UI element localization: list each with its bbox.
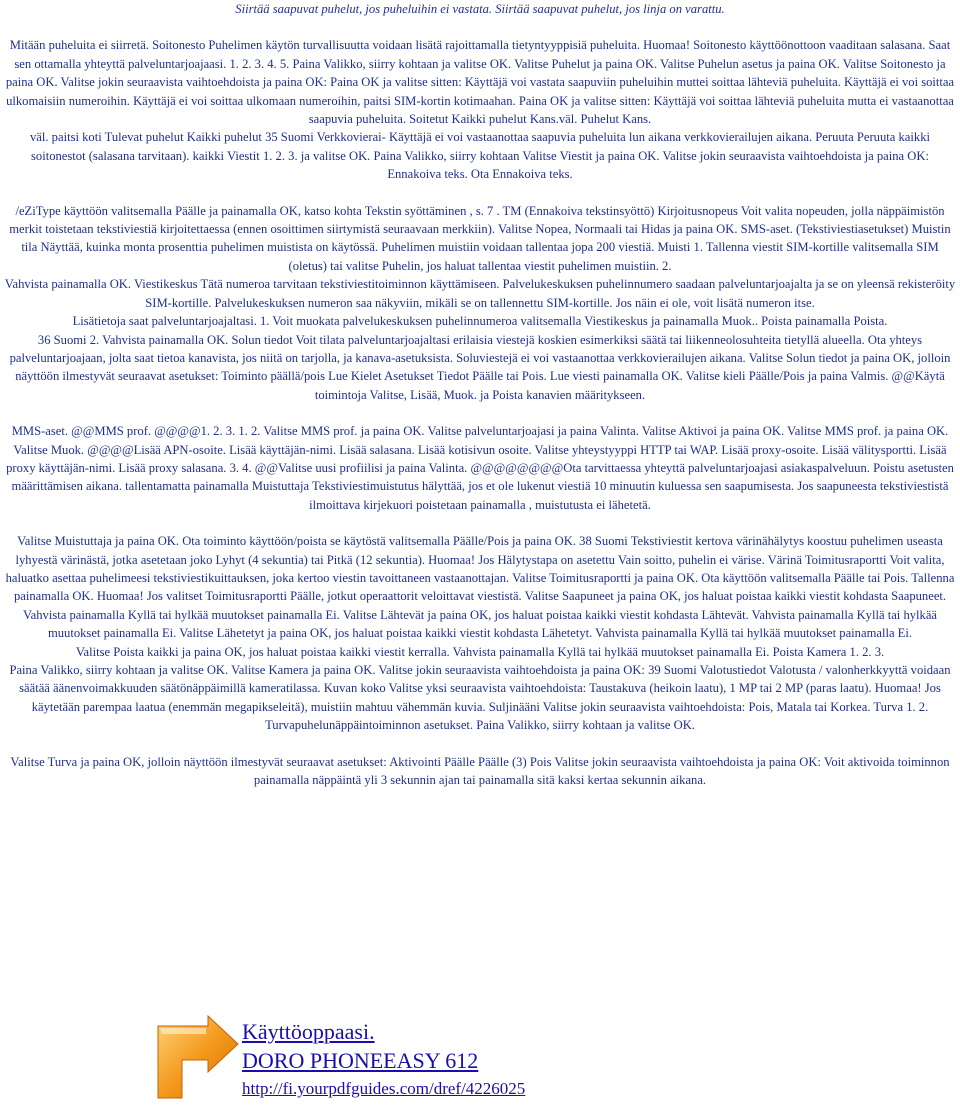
spacer (4, 184, 956, 202)
footer (152, 1014, 672, 1110)
paragraph-text-input-sms-settings: /eZiType käyttöön valitsemalla Päälle ja painamalla OK, katso kohta Tekstin syöttäminen , s. 7 . TM (Ennakoiva tekstinsyöttö) Kirjoitusnopeus Voit valita nopeuden, jolla näppäimistön merkit toistetaan tekstiviestiä kirjoitettaessa (ennen osoittimen siirtymistä seuraavaan merkkiin). Valitse Nopea, Normaali tai Hidas ja paina OK. SMS-aset. (Tekstiviestiasetukset) Muistin tila Näyttää, kuinka monta prosenttia puhelimen muistista on käytössä. Puhelimen muistiin voidaan tallentaa jopa 200 viestiä. Muisti 1. Tallenna viestit SIM-kortille valitsemalla SIM (oletus) tai valitse Puhelin, jos haluat tallentaa viestit puhelimen muistiin. 2. (9, 203, 951, 273)
paragraph-message-centre: Vahvista painamalla OK. Viestikeskus Tätä numeroa tarvitaan tekstiviestitoiminnon käyttämiseen. Palvelukeskuksen puhelinnumero saadaan palveluntarjoajalta ja se on yleensä rekisteröity SIM-kortille. Palvelukeskuksen numeron saa näkyviin, mikäli se on tallennettu SIM-kortille. Jos näin ei ole, voit lisätä numeron itse. (4, 277, 956, 310)
paragraph-service-provider-info: Lisätietoja saat palveluntarjoajaltasi. 1. Voit muokata palvelukeskuksen puhelinnumeroa valitsemalla Viestikeskus ja painamalla Muok.. Poista painamalla Poista. (72, 314, 888, 329)
spacer (4, 514, 956, 532)
guide-url-link[interactable]: http://fi.yourpdfguides.com/dref/4226025 (242, 1079, 526, 1098)
user-guide-link[interactable]: Käyttöoppaasi. (242, 1019, 375, 1044)
product-link[interactable]: DORO PHONEEASY 612 (242, 1048, 479, 1073)
document-body (4, 0, 956, 789)
paragraph-reminder-delivery-report: Valitse Muistuttaja ja paina OK. Ota toiminto käyttöön/poista se käytöstä valitsemalla Päälle/Pois ja paina OK. 38 Suomi Tekstiviestit kertova värinähälytys koostuu puhelimen useasta lyhyestä värinästä, jotka asetetaan joko Lyhyt (4 sekuntia) tai Pitkä (12 sekuntia). Huomaa! Jos Hälytystapa on asetettu Vain soitto, puhelin ei värise. Värinä Toimitusraportti Voit valita, haluatko asettaa puhelimeesi tekstiviestikuittauksen, joka kertoo viestin tavoittaneen vastaanottajan. Valitse Toimitusraportti ja paina OK. Ota käyttöön valitsemalla Päälle tai Pois. Tallenna painamalla OK. Huomaa! Jos valitset Toimitusraportti Päälle, jotkut operaattorit veloittavat viestistä. Valitse Saapuneet ja paina OK, jos haluat poistaa kaikki viestit kohdasta Saapuneet. Vahvista painamalla Kyllä tai hylkää muutokset painamalla Ei. Valitse Lähtevät ja paina OK, jos haluat poistaa kaikki viestit kohdasta Lähtevät. Vahvista painamalla Kyllä tai hylkää muutokset painamalla Ei. Valitse Lähetetyt ja paina OK, jos haluat poistaa kaikki viestit kohdasta Lähetetyt. Vahvista painamalla Kyllä tai hylkää muutokset painamalla Ei. (5, 534, 955, 641)
spacer (4, 404, 956, 422)
spacer (4, 18, 956, 36)
paragraph-call-barring: Mitään puheluita ei siirretä. Soitonesto Puhelimen käytön turvallisuutta voidaan lisätä rajoittamalla tietyntyyppisiä puheluita. Huomaa! Soitonesto käyttöönottoon vaaditaan salasana. Saat sen ottamalla yhteyttä palveluntarjoajaasi. 1. 2. 3. 4. 5. Paina Valikko, siirry kohtaan ja valitse OK. Valitse Puhelut ja paina OK. Valitse Puhelun asetus ja paina OK. Valitse Soitonesto ja paina OK. Valitse jokin seuraavista vaihtoehdoista ja paina OK: Paina OK ja valitse sitten: Käyttäjä voi vastata saapuviin puheluihin muttei soittaa lähteviä puheluita. Käyttäjä ei voi soittaa ulkomaisiin numeroihin. Käyttäjä ei voi soittaa ulkomaan numeroihin, paitsi SIM-kortin kotimaahan. Paina OK ja valitse sitten: Käyttäjä voi soittaa lähteviä puheluita mutta ei vastaanottaa saapuvia puheluita. Soitetut Kaikki puhelut Kans.väl. Puhelut Kans. (5, 38, 955, 127)
paragraph-camera-settings: Paina Valikko, siirry kohtaan ja valitse OK. Valitse Kamera ja paina OK. Valitse jokin seuraavista vaihtoehdoista ja paina OK: 39 Suomi Valotustiedot Valotusta / valonherkkyyttä voidaan säätää äänenvoimakkuuden säätönäppäimillä kameratilassa. Kuvan koko Valitse yksi seuraavista vaihtoehdoista: Taustakuva (heikoin laatu), 1 MP tai 2 MP (paras laatu). Huomaa! Jos käytetään parempaa laatua (enemmän megapikseleitä), muistiin mahtuu vähemmän kuvia. Suljinääni Valitse jokin seuraavista vaihtoehdoista: Pois, Matala tai Korkea. Turva 1. 2. Turvapuhelunäppäintoiminnon asetukset. Paina Valikko, siirry kohtaan ja valitse OK. (9, 663, 951, 733)
paragraph-messages-menu: väl. paitsi koti Tulevat puhelut Kaikki puhelut 35 Suomi Verkkovierai- Käyttäjä ei voi vastaanottaa saapuvia puheluita lun aikana verkkovierailujen aikana. Peruuta Peruuta kaikki soitonestot (salasana tarvitaan). kaikki Viestit 1. 2. 3. ja valitse OK. Paina Valikko, siirry kohtaan Valitse Viestit ja paina OK. Valitse jokin seuraavista vaihtoehdoista ja paina OK: Ennakoiva teks. Ota Ennakoiva teks. (30, 130, 930, 182)
footer-links (242, 1018, 525, 1102)
orange-arrow-logo-icon (152, 1014, 242, 1104)
spacer (4, 735, 956, 753)
paragraph-safety-button: Valitse Turva ja paina OK, jolloin näyttöön ilmestyvät seuraavat asetukset: Aktivointi Päälle Päälle (3) Pois Valitse jokin seuraavista vaihtoehdoista ja paina OK: Voit aktivoida toiminnon painamalla näppäintä yli 3 sekunnin ajan tai painamalla sitä kaksi kertaa sekunnin aikana. (10, 754, 950, 788)
paragraph-call-forwarding: Siirtää saapuvat puhelut, jos puheluihin ei vastata. Siirtää saapuvat puhelut, jos linja on varattu. (235, 2, 725, 16)
paragraph-cell-info: 36 Suomi 2. Vahvista painamalla OK. Solun tiedot Voit tilata palveluntarjoajaltasi erilaisia viestejä koskien esimerkiksi säätä tai liikenneolosuhteita tietyllä alueella. Ota yhteys palveluntarjoajaan, jolta saat tietoa kanavista, jos niitä on tarjolla, ja kanava-asetuksista. Soluviestejä ei voi vastaanottaa verkkovierailujen aikana. Valitse Solun tiedot ja paina OK, jolloin näyttöön ilmestyvät seuraavat asetukset: Toiminto päällä/pois Lue Kielet Asetukset Tiedot Päälle tai Pois. Lue viesti painamalla OK. Valitse kieli Päälle/Pois ja paina Valmis. @@Käytä toimintoja Valitse, Lisää, Muok. ja Poista kanavien määritykseen. (9, 332, 951, 402)
paragraph-delete-all-camera: Valitse Poista kaikki ja paina OK, jos haluat poistaa kaikki viestit kerralla. Vahvista painamalla Kyllä tai hylkää muutokset painamalla Ei. Poista Kamera 1. 2. 3. (75, 644, 885, 659)
paragraph-mms-settings: MMS-aset. @@MMS prof. @@@@1. 2. 3. 1. 2. Valitse MMS prof. ja paina OK. Valitse palveluntarjoajasi ja paina Valinta. Valitse Aktivoi ja paina OK. Valitse MMS prof. ja paina OK. Valitse Muok. @@@@Lisää APN-osoite. Lisää käyttäjän-nimi. Lisää salasana. Lisää kotisivun osoite. Valitse yhteystyyppi HTTP tai WAP. Lisää proxy-osoite. Lisää välitysportti. Lisää proxy käyttäjän-nimi. Lisää proxy salasana. 3. 4. @@Valitse uusi profiilisi ja paina Valinta. @@@@@@@@Ota tarvittaessa yhteyttä palveluntarjoajasi asiakaspalveluun. Poistu asetusten määrittämisen aikana. tallentamatta painamalla Muistuttaja Tekstiviestimuistutus hälyttää, jos et ole lukenut viestiä 10 minuutin kuluessa sen saapumisesta. Jos saapuneesta tekstiviestistä ilmoittava kirjekuori poistetaan painamalla , muistutusta ei lähetetä. (6, 424, 954, 512)
